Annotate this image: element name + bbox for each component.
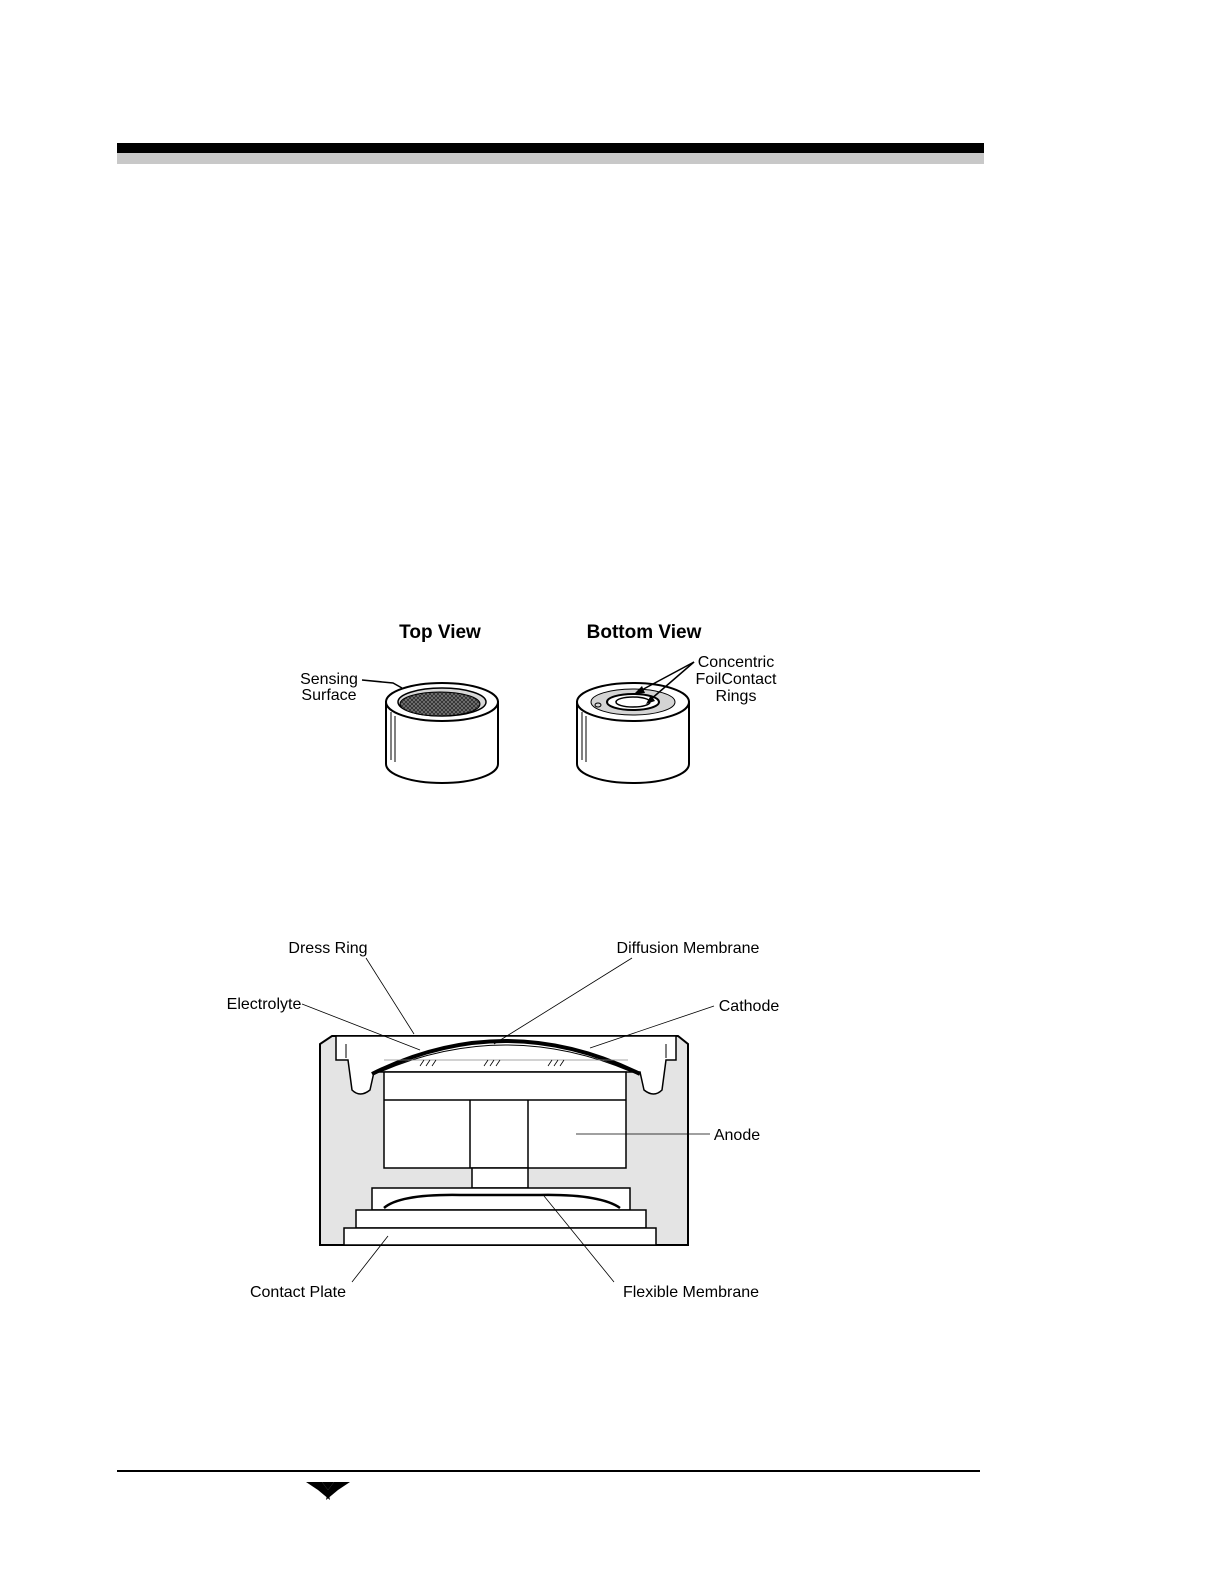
anode bbox=[384, 1072, 626, 1168]
diffusion-membrane-leader bbox=[494, 958, 632, 1044]
sensing-surface-label-line2: Surface bbox=[301, 687, 357, 704]
diffusion-membrane-label: Diffusion Membrane bbox=[616, 940, 760, 957]
contact-rings-label-line1: Concentric bbox=[697, 654, 775, 671]
sensing-surface-leader bbox=[362, 680, 402, 688]
teledyne-logo-icon bbox=[306, 1482, 350, 1500]
flexible-membrane-label: Flexible Membrane bbox=[622, 1284, 760, 1301]
cathode-label: Cathode bbox=[718, 998, 780, 1015]
contact-plate-label: Contact Plate bbox=[249, 1284, 347, 1301]
anode-label: Anode bbox=[713, 1127, 761, 1144]
contact-rings-label-line2: FoilContact bbox=[695, 671, 777, 688]
dress-ring-label: Dress Ring bbox=[288, 940, 368, 957]
top-view-cell bbox=[386, 683, 498, 783]
top-view-title: Top View bbox=[399, 622, 481, 643]
bottom-view-cell bbox=[577, 683, 689, 783]
bottom-view-title: Bottom View bbox=[586, 622, 702, 643]
contact-rings-label-line3: Rings bbox=[715, 688, 757, 705]
dress-ring-leader bbox=[366, 958, 414, 1034]
cross-section-figure bbox=[227, 940, 780, 1301]
footer-rule bbox=[117, 1470, 980, 1472]
contact-plate bbox=[344, 1228, 656, 1245]
sensing-surface-label-line1: Sensing bbox=[300, 671, 358, 688]
electrolyte-label: Electrolyte bbox=[226, 996, 302, 1013]
cell-views-figure bbox=[300, 622, 777, 783]
